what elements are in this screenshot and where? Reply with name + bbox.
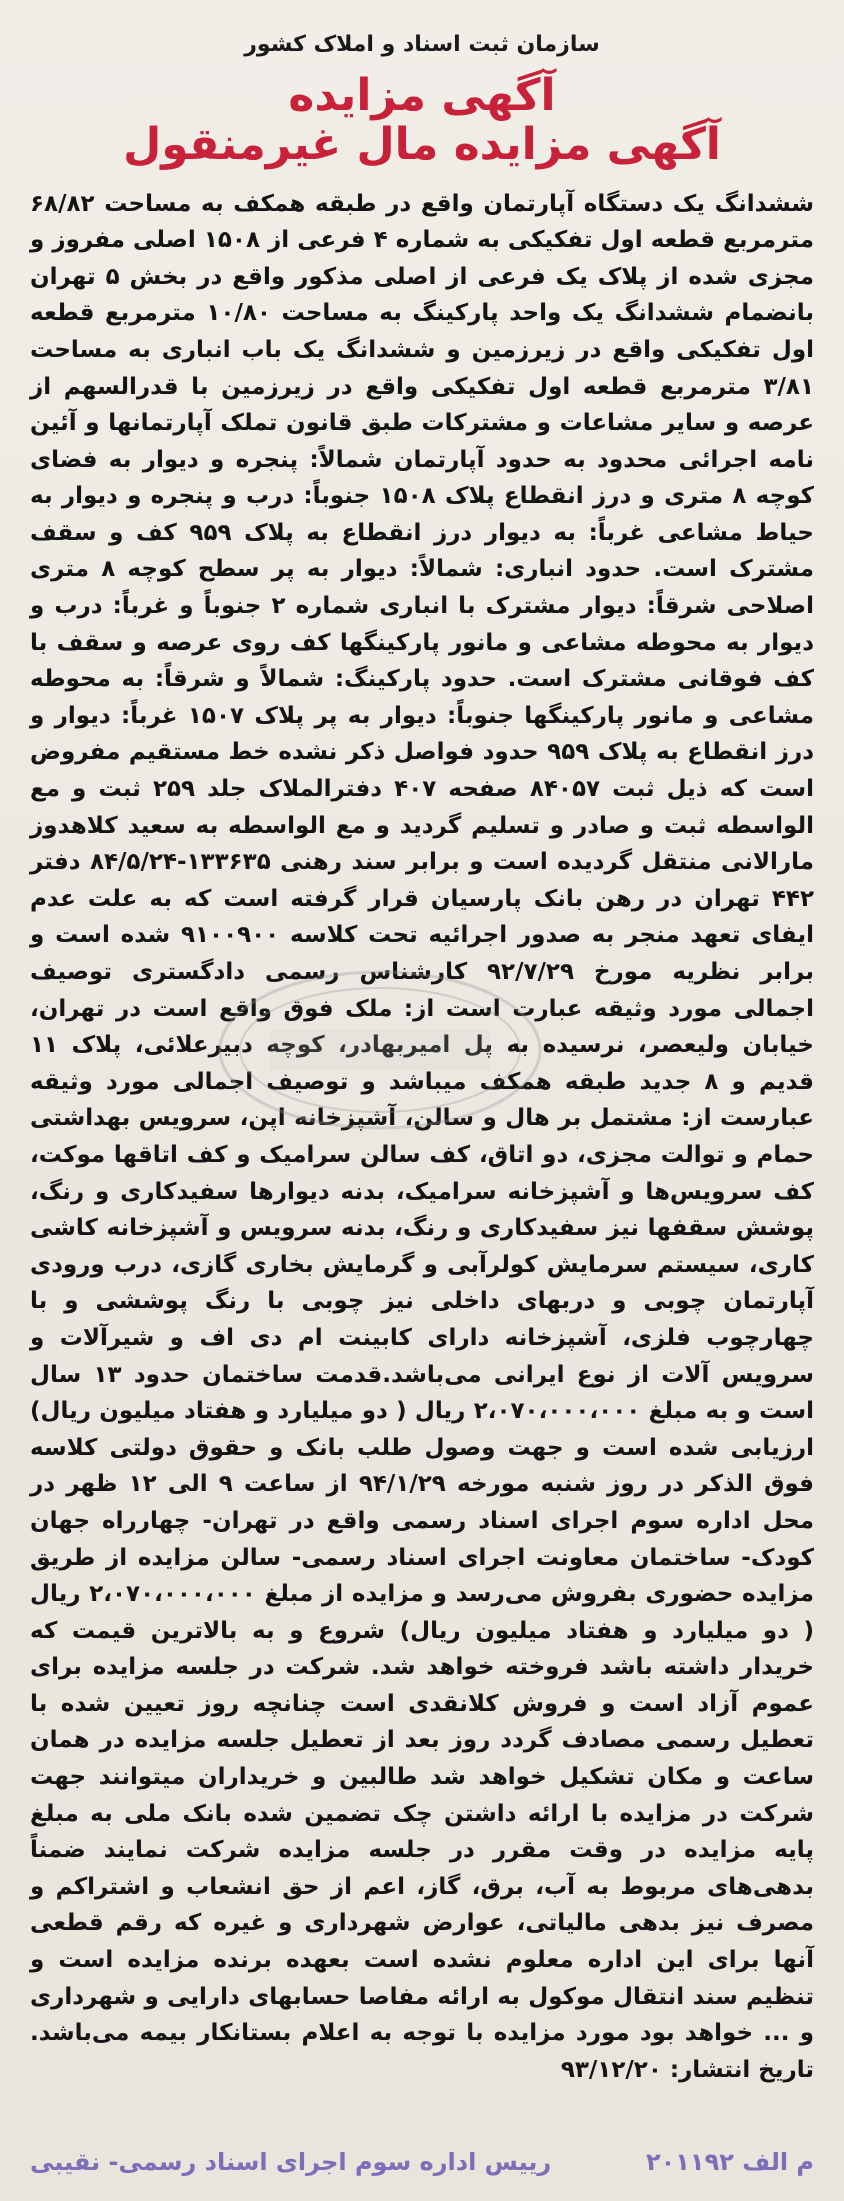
- notice-body: ششدانگ یک دستگاه آپارتمان واقع در طبقه همکف به مساحت ۶۸/۸۲ مترمربع قطعه اول تفکیکی به شماره ۴ فرعی از ۱۵۰۸ اصلی مفروز و مجزی شده از پلاک یک فرعی از اصلی مذکور واقع در بخش ۵ تهران بانضمام ششدانگ یک واحد پارکینگ به مساحت ۱۰/۸۰ مترمربع قطعه اول تفکیکی واقع در زیرزمین و ششدانگ یک باب انباری به مساحت ۳/۸۱ مترمربع قطعه اول تفکیکی واقع در زیرزمین با قدرالسهم از عرصه و سایر مشاعات و مشترکات طبق قانون تملک آپارتمانها و آئین نامه اجرائی محدود به حدود آپارتمان شمالاً: پنجره و دیوار به فضای کوچه ۸ متری و درز انقطاع پلاک ۱۵۰۸ جنوباً: درب و پنجره و دیوار به حیاط مشاعی غرباً: به دیوار درز انقطاع به پلاک ۹۵۹ کف و سقف مشترک است. حدود انباری: شمالاً: دیوار به پر سطح کوچه ۸ متری اصلاحی شرقاً: دیوار مشترک با انباری شماره ۲ جنوباً و غرباً: درب و دیوار به محوطه مشاعی و مانور پارکینگها کف روی عرصه و سقف با کف فوقانی مشترک است. حدود پارکینگ: شمالاً و شرقاً: به محوطه مشاعی و مانور پارکینگها جنوباً: دیوار به پر پلاک ۱۵۰۷ غرباً: دیوار و درز انقطاع به پلاک ۹۵۹ حدود فواصل ذکر نشده خط مستقیم مفروض است که ذیل ثبت ۸۴۰۵۷ صفحه ۴۰۷ دفترالملاک جلد ۲۵۹ ثبت و مع الواسطه ثبت و صادر و تسلیم گردید و مع الواسطه به سعید کلاهدوز مارالانی منتقل گردیده است و برابر سند رهنی ۱۳۳۶۳۵-۸۴/۵/۲۴ دفتر ۴۴۲ تهران در رهن بانک پارسیان قرار گرفته است که به علت عدم ایفای تعهد منجر به صدور اجرائیه تحت کلاسه ۹۱۰۰۹۰۰ شده است و برابر نظریه مورخ ۹۲/۷/۲۹ کارشناس رسمی دادگستری توصیف اجمالی مورد وثیقه عبارت است از: ملک فوق واقع است در تهران، خیابان ولیعصر، نرسیده به پل امیربهادر، کوچه دبیرعلائی، پلاک ۱۱ قدیم و ۸ جدید طبقه همکف میباشد و توصیف اجمالی مورد وثیقه عبارست از: مشتمل بر هال و سالن، آشپزخانه اپن، سرویس بهداشتی حمام و توالت مجزی، دو اتاق، کف سالن سرامیک و کف اتاقها موکت، کف سرویس‌ها و آشپزخانه سرامیک، بدنه دیوارها سفیدکاری و رنگ، پوشش سقفها نیز سفیدکاری و رنگ، بدنه سرویس و آشپزخانه کاشی کاری، سیستم سرمایش کولرآبی و گرمایش بخاری گازی، درب ورودی آپارتمان چوبی و دربهای داخلی نیز چوبی با رنگ پوششی و با چهارچوب فلزی، آشپزخانه دارای کابینت ام دی اف و شیرآلات و سرویس آلات از نوع ایرانی می‌باشد.قدمت ساختمان حدود ۱۳ سال است و به مبلغ ۲،۰۷۰،۰۰۰،۰۰۰ ریال ( دو میلیارد و هفتاد میلیون ریال) ارزیابی شده است و جهت وصول طلب بانک و حقوق دولتی کلاسه فوق الذکر در روز شنبه مورخه ۹۴/۱/۲۹ از ساعت ۹ الی ۱۲ ظهر در محل اداره سوم اجرای اسناد رسمی واقع در تهران- چهارراه جهان کودک- ساختمان معاونت اجرای اسناد رسمی- سالن مزایده از طریق مزایده حضوری بفروش می‌رسد و مزایده از مبلغ ۲،۰۷۰،۰۰۰،۰۰۰ ریال ( دو میلیارد و هفتاد میلیون ریال) شروع و به بالاترین قیمت که خریدار داشته باشد فروخته خواهد شد. شرکت در جلسه مزایده برای عموم آزاد است و فروش کلانقدی است چنانچه روز تعیین شده با تعطیل رسمی مصادف گردد روز بعد از تعطیل جلسه مزایده در همان ساعت و مکان تشکیل خواهد شد طالبین و خریداران میتوانند جهت شرکت در مزایده با ارائه داشتن چک تضمین شده بانک ملی به مبلغ پایه مزایده در وقت مقرر در جلسه مزایده شرکت نمایند ضمناً بدهی‌های مربوط به آب، برق، گاز، اعم از حق انشعاب و اشتراکم و مصرف نیز بدهی مالیاتی، عوارض شهرداری و غیره که رقم قطعی آنها برای این اداره معلوم نشده است بعهده برنده مزایده است و تنظیم سند انتقال موکول به ارائه مفاصا حسابهای دارایی و شهرداری و ... خواهد بود مورد مزایده با توجه به اعلام بستانکار بیمه می‌باشد. تاریخ انتشار: ۹۳/۱۲/۲۰: [30, 190, 815, 2083]
- signature-line: رییس اداره سوم اجرای اسناد رسمی- نقیبی: [30, 2148, 552, 2176]
- notice-footer: [30, 2148, 814, 2176]
- notice-title: آگهی مزایده: [288, 70, 556, 121]
- organization-name: سازمان ثبت اسناد و املاک کشور: [244, 32, 600, 57]
- notice-code: م الف ۲۰۱۱۹۲: [645, 2148, 814, 2176]
- notice-subtitle: آگهی مزایده مال غیرمنقول: [123, 119, 721, 171]
